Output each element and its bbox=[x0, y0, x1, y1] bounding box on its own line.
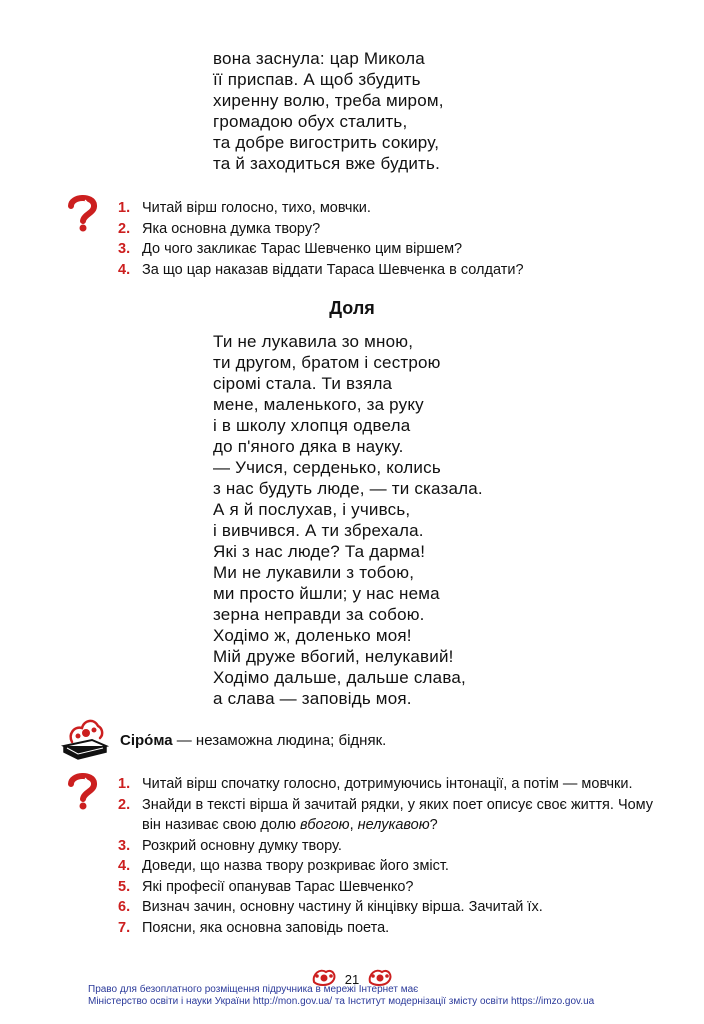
poem-line: вона заснула: цар Микола bbox=[213, 49, 425, 68]
poem-line: і в школу хлопця одвела bbox=[213, 416, 411, 435]
glossary-definition: — незаможна людина; бідняк. bbox=[172, 732, 387, 749]
poem-line: а слава — заповідь моя. bbox=[213, 689, 412, 708]
poem-line: Мій друже вбогий, нелукавий! bbox=[213, 647, 454, 666]
question-list bbox=[118, 198, 658, 280]
glossary-term: Сіро́ма bbox=[120, 732, 173, 749]
poem-line: її приспав. А щоб збудить bbox=[213, 70, 421, 89]
list-item: 1. Читай вірш голосно, тихо, мовчки. bbox=[118, 200, 371, 216]
glossary-entry bbox=[120, 732, 386, 749]
poem-title: Доля bbox=[329, 298, 375, 318]
list-item: 7. Поясни, яка основна заповідь поета. bbox=[118, 919, 390, 936]
poem-line: зерна неправди за собою. bbox=[213, 605, 425, 624]
poem-line: ти другом, братом і сестрою bbox=[213, 353, 441, 372]
list-item: 1. Читай вірш спочатку голосно, дотримуючись інтонації, а потім — мовчки. bbox=[118, 776, 633, 792]
poem-line: мене, маленького, за руку bbox=[213, 395, 424, 414]
dictionary-book-icon bbox=[60, 716, 110, 760]
poem-line: та добре вигострить сокиру, bbox=[213, 133, 440, 152]
poem-line: Ти не лукавила зо мною, bbox=[213, 332, 414, 351]
poem-line: та й заходиться вже будить. bbox=[213, 154, 440, 173]
poem-line: і вивчився. А ти збрехала. bbox=[213, 521, 424, 540]
poem-line: з нас будуть люде, — ти сказала. bbox=[213, 479, 483, 498]
list-item: 4. Доведи, що назва твору розкриває його зміст. bbox=[118, 858, 449, 874]
list-item: 5. Які професії опанував Тарас Шевченко? bbox=[118, 878, 414, 895]
poem-line: до п'яного дяка в науку. bbox=[213, 437, 404, 456]
list-item: 6. Визнач зачин, основну частину й кінцівку вірша. Зачитай їх. bbox=[118, 899, 543, 915]
poem-line: Ми не лукавили з тобою, bbox=[213, 563, 415, 582]
poem-line: — Учися, серденько, колись bbox=[213, 458, 441, 477]
credit-line: Право для безоплатного розміщення підручника в мережі Інтернет має bbox=[88, 984, 419, 995]
question-mark-icon bbox=[63, 770, 103, 810]
poem-line: ми просто йшли; у нас нема bbox=[213, 584, 440, 603]
question-mark-icon bbox=[63, 192, 103, 232]
question-list bbox=[118, 774, 658, 938]
poem-line: Ходімо ж, доленько моя! bbox=[213, 626, 412, 645]
poem-line: Які з нас люде? Та дарма! bbox=[213, 542, 426, 561]
poem-line: Ходімо дальше, дальше слава, bbox=[213, 668, 466, 687]
list-item: 2. Яка основна думка твору? bbox=[118, 220, 321, 237]
poem-line: громадою обух сталить, bbox=[213, 112, 408, 131]
list-item: 3. До чого закликає Тарас Шевченко цим віршем? bbox=[118, 241, 463, 257]
list-item: 4. За що цар наказав віддати Тараса Шевченка в солдати? bbox=[118, 261, 524, 278]
poem-body bbox=[213, 331, 483, 709]
poem-line: сіромі стала. Ти взяла bbox=[213, 374, 393, 393]
list-item: 3. Розкрий основну думку твору. bbox=[118, 837, 342, 854]
poem-line: хиренну волю, треба миром, bbox=[213, 91, 444, 110]
poem-fragment bbox=[213, 48, 444, 174]
copyright-notice bbox=[88, 984, 594, 1008]
list-item: 2. Знайди в тексті вірша й зачитай рядки, у яких поет описує своє життя. Чому він називає свою долю вбогою, нелукавою? bbox=[118, 796, 654, 833]
poem-line: А я й послухав, і учивсь, bbox=[213, 500, 411, 519]
page-number: 21 bbox=[344, 972, 360, 987]
credit-line: Міністерство освіти і науки України http://mon.gov.ua/ та Інститут модернізації змісту освіти https://imzo.gov.ua bbox=[88, 996, 595, 1007]
